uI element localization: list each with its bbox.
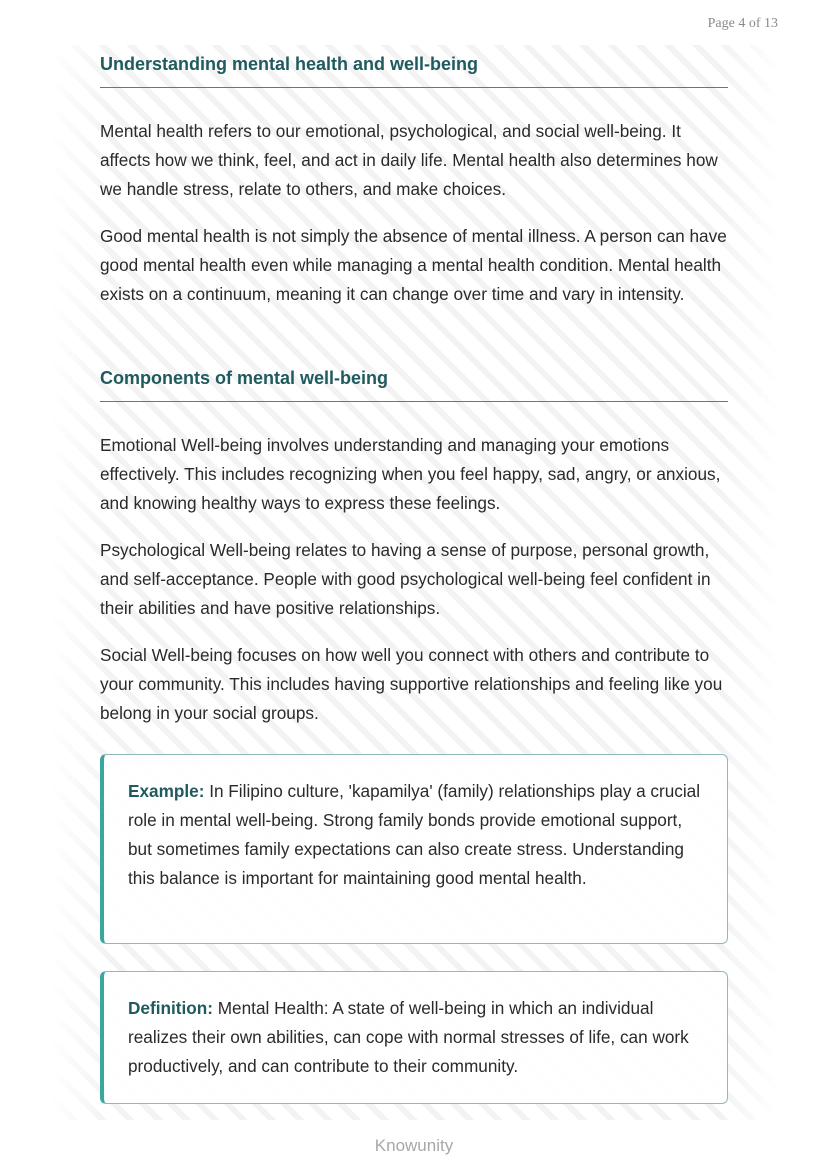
callout-body: In Filipino culture, 'kapamilya' (family) relationships play a crucial role in mental well-being. Strong family bonds provide emotional support, but sometimes family expectations can also create stress. Understanding this balance is important for maintaining good mental health. <box>128 781 701 888</box>
definition-callout <box>100 971 728 1104</box>
example-callout <box>100 754 728 944</box>
paragraph: Psychological Well-being relates to having a sense of purpose, personal growth, and self-acceptance. People with good psychological well-being feel confident in their abilities and have positive relationships. <box>100 540 711 618</box>
section-components <box>100 368 728 402</box>
paragraph: Emotional Well-being involves understanding and managing your emotions effectively. This includes recognizing when you feel happy, sad, angry, or anxious, and knowing healthy ways to express these feelings. <box>100 435 721 513</box>
callout-label: Definition: <box>128 998 213 1018</box>
page-indicator: Page 4 of 13 <box>707 16 778 31</box>
footer-brand: Knowunity <box>374 1136 454 1155</box>
callout-body: Mental Health: A state of well-being in which an individual realizes their own abilities, can cope with normal stresses of life, can work productively, and can contribute to their community. <box>128 998 689 1076</box>
paragraph: Good mental health is not simply the absence of mental illness. A person can have good mental health even while managing a mental health condition. Mental health exists on a continuum, meaning it can change over time and vary in intensity. <box>100 226 727 304</box>
paragraph: Social Well-being focuses on how well you connect with others and contribute to your community. This includes having supportive relationships and feeling like you belong in your social groups. <box>100 645 723 723</box>
paragraph: Mental health refers to our emotional, psychological, and social well-being. It affects how we think, feel, and act in daily life. Mental health also determines how we handle stress, relate to others, and make choices. <box>100 121 718 199</box>
section-heading: Components of mental well-being <box>100 368 728 402</box>
callout-label: Example: <box>128 781 205 801</box>
callout-text <box>128 777 703 893</box>
callout-text <box>128 994 703 1081</box>
section-understanding <box>100 54 728 88</box>
section-heading: Understanding mental health and well-being <box>100 54 728 88</box>
